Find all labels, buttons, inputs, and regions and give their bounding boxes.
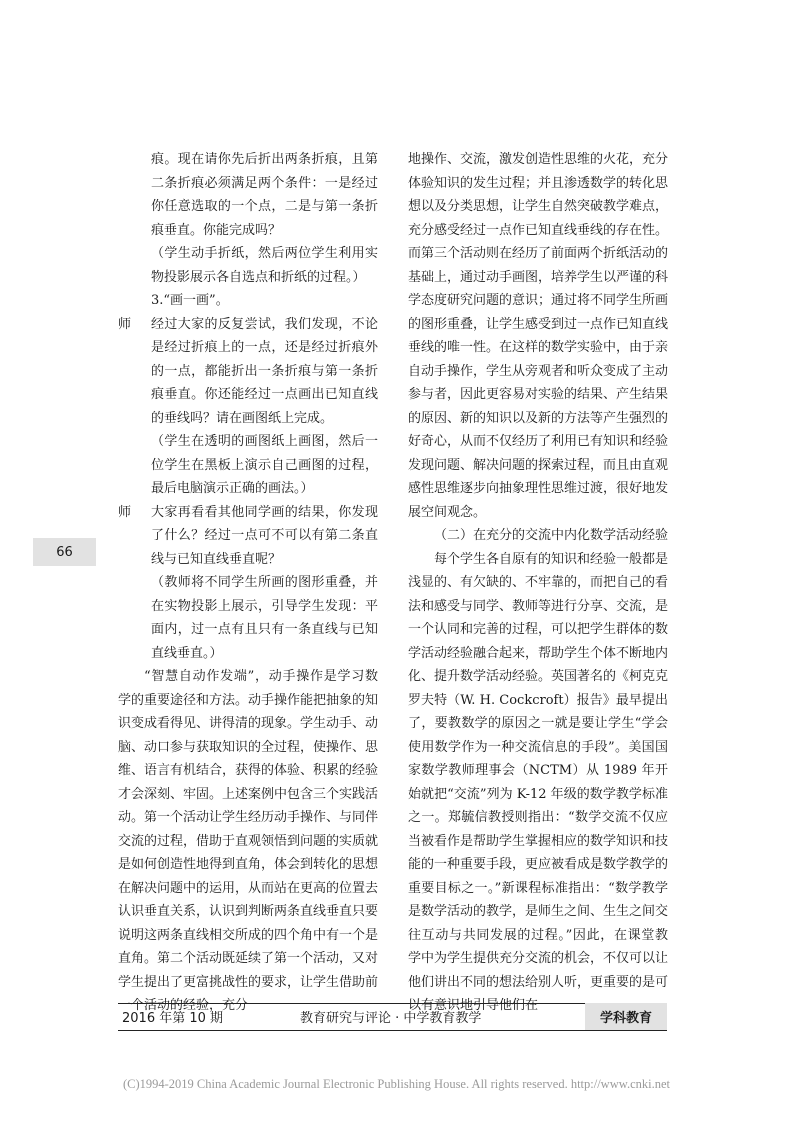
speech-text: 经过大家的反复尝试，我们发现，不论是经过折痕上的一点，还是经过折痕外的一点，都能折出一条折痕与第一条折痕垂直。你还能经过一点画出已知直线的垂线吗？请在画图纸上完成。 (151, 316, 378, 426)
page-number: 66 (33, 538, 96, 566)
paragraph: 每个学生各自原有的知识和经验一般都是浅显的、有欠缺的、不牢靠的，而把自己的看法和感受与同学、教师等进行分享、交流，是一个认同和完善的过程，可以把学生群体的数学活动经验融合起来，帮助学生个体不断地内化、提升数学活动经验。英国著名的《柯克克罗夫特（W. H. Cockcroft）报告》最早提出了，要教数学的原因之一就是要让学生“学会使用数学作为一种交流信息的手段”。美国国家数学教师理事会（NCTM）从 1989 年开始就把“交流”列为 K-12 年级的数学教学标准之一。郑毓信教授则指出：“数学交流不仅应当被看作是帮助学生掌握相应的数学知识和技能的一种重要手段，更应被看成是数学教学的重要目标之一。”新课程标准指出：“数学教学是数学活动的教学，是师生之间、生生之间交往互动与共同发展的过程。”因此，在课堂教学中为学生提供充分交流的机会，不仅可以让他们讲出不同的想法给别人听，更重要的是可以有意识地引导他们在 (408, 551, 669, 1013)
footer-issue: 2016 年第 10 期 (122, 1011, 224, 1026)
speaker-label: 师 (118, 504, 132, 520)
section-heading: （二）在充分的交流中内化数学活动经验 (434, 528, 669, 543)
section-item-title: 3.“画一画”。 (151, 293, 229, 308)
left-column (118, 148, 378, 1018)
paragraph: “智慧自动作发端”，动手操作是学习数学的重要途径和方法。动手操作能把抽象的知识变成看得见、讲得清的现象。学生动手、动脑、动口参与获取知识的全过程，使操作、思维、语言有机结合，获得的体验、积累的经验才会深刻、牢固。上述案例中包含三个实践活动。第一个活动让学生经历动手操作、与同伴交流的过程，借助于直观领悟到问题的实质就是如何创造性地得到直角，体会到转化的思想在解决问题中的运用，从而站在更高的位置去认识垂直关系，认识到判断两条直线垂直只要说明这两条直线相交所成的四个角中有一个是直角。第二个活动既延续了第一个活动，又对学生提出了更富挑战性的要求，让学生借助前一个活动的经验，充分 (118, 669, 379, 1013)
paragraph: （学生动手折纸，然后两位学生利用实物投影展示各自选点和折纸的过程。） (151, 246, 378, 285)
paragraph: 地操作、交流，激发创造性思维的火花，充分体验知识的发生过程；并且渗透数学的转化思想以及分类思想，让学生自然突破教学难点，充分感受经过一点作已知直线垂线的存在性。而第三个活动则在经历了前面两个折纸活动的基础上，通过动手画图，培养学生以严谨的科学态度研究问题的意识；通过将不同学生所画的图形重叠，让学生感受到过一点作已知直线垂线的唯一性。在这样的数学实验中，由于亲自动手操作，学生从旁观者和听众变成了主动参与者，因此更容易对实验的结果、产生结果的原因、新的知识以及新的方法等产生强烈的好奇心，从而不仅经历了利用已有知识和经验发现问题、解决问题的探索过程，而且由直观感性思维逐步向抽象理性思维过渡，很好地发展空间观念。 (408, 152, 669, 520)
footer-rule-bottom (118, 1030, 667, 1031)
teacher-line (118, 313, 378, 431)
speaker-label: 师 (118, 316, 132, 332)
teacher-line (118, 501, 378, 572)
footer-section: 学科教育 (585, 1003, 667, 1030)
paragraph: （学生在透明的画图纸上画图，然后一位学生在黑板上演示自己画图的过程，最后电脑演示正确的画法。） (151, 434, 378, 496)
right-column (408, 148, 668, 1018)
paragraph: 痕。现在请你先后折出两条折痕，且第二条折痕必须满足两个条件：一是经过你任意选取的一个点，二是与第一条折痕垂直。你能完成吗？ (151, 152, 378, 238)
copyright-notice: (C)1994-2019 China Academic Journal Electronic Publishing House. All rights reserved. http://www.cnki.net (122, 1077, 670, 1091)
paragraph: （教师将不同学生所画的图形重叠，并在实物投影上展示，引导学生发现：平面内，过一点有且只有一条直线与已知直线垂直。） (151, 575, 378, 661)
speech-text: 大家再看看其他同学画的结果，你发现了什么？经过一点可不可以有第二条直线与已知直线垂直呢？ (151, 504, 378, 567)
footer-journal: 教育研究与评论 · 中学教育教学 (300, 1011, 482, 1026)
